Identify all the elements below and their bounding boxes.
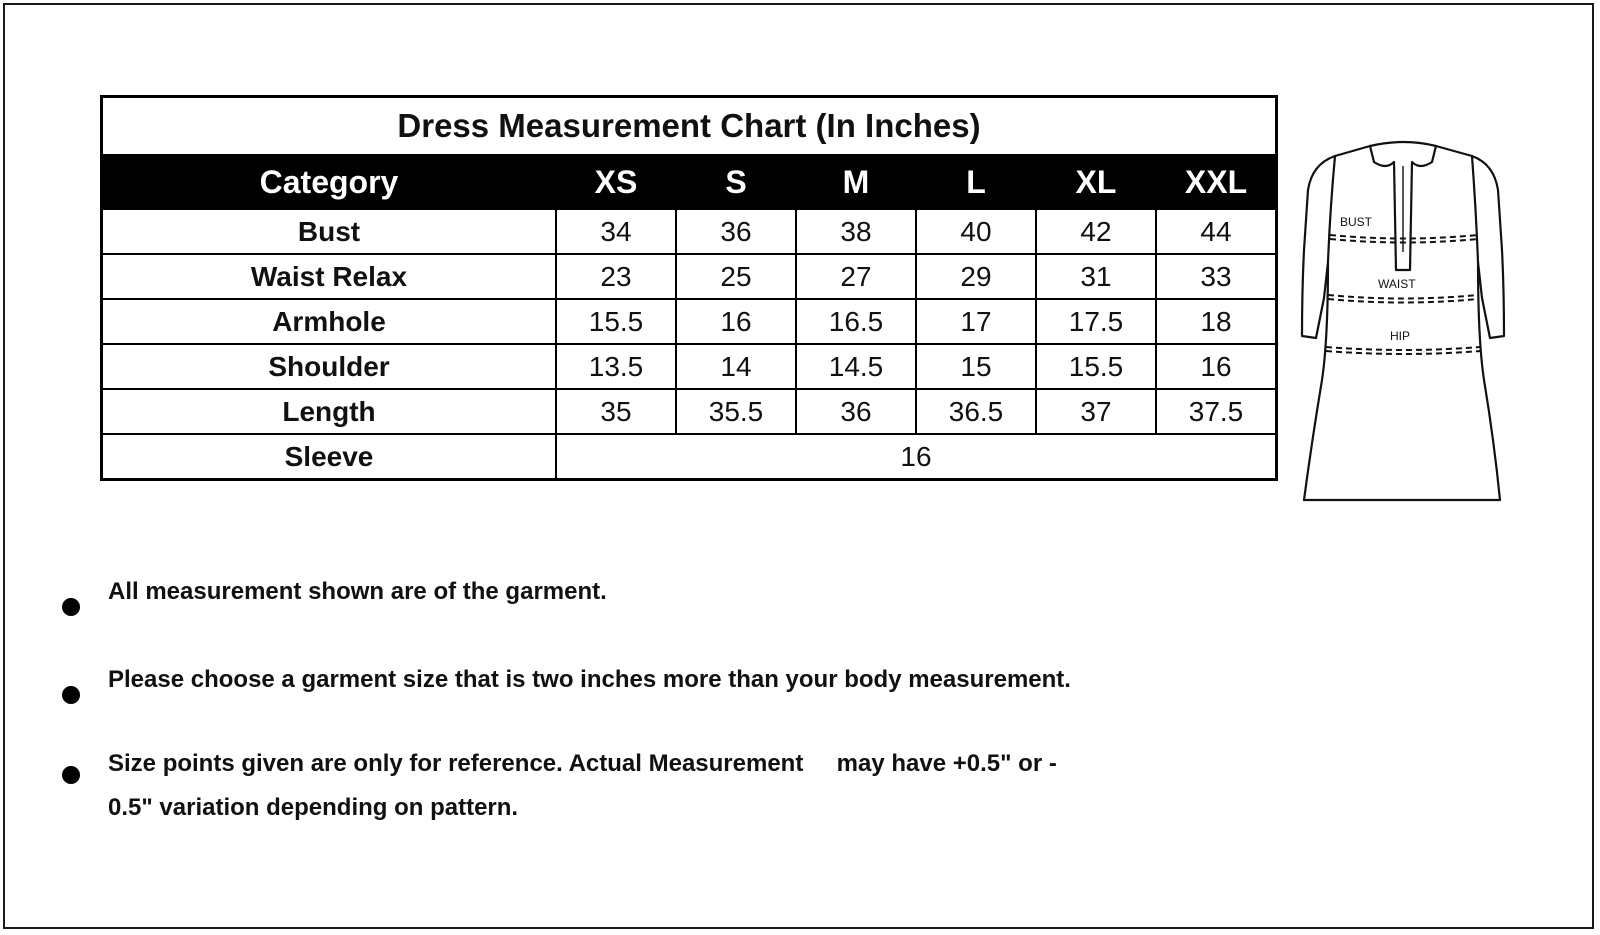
row-label: Armhole [102,299,557,344]
table-row-bust [102,209,1277,254]
note-item [60,658,1260,702]
cell-value: 40 [916,209,1036,254]
cell-value: 15.5 [1036,344,1156,389]
row-label: Sleeve [102,434,557,480]
note-text: All measurement shown are of the garment. [108,578,607,605]
cell-value: 14 [676,344,796,389]
header-row [102,155,1277,209]
table-row-armhole [102,299,1277,344]
bullet-icon [62,766,80,784]
measurement-table [100,95,1278,481]
hip-line [1326,347,1480,350]
cell-value: 18 [1156,299,1277,344]
header-size-xl: XL [1036,155,1156,209]
table-row-waist [102,254,1277,299]
note-item [60,742,1260,830]
cell-value: 13.5 [556,344,676,389]
cell-value: 35 [556,389,676,434]
table-title: Dress Measurement Chart (In Inches) [102,97,1277,156]
cell-value: 27 [796,254,916,299]
header-size-l: L [916,155,1036,209]
header-category: Category [102,155,557,209]
cell-value: 23 [556,254,676,299]
hip-label: HIP [1390,329,1411,343]
waist-label: WAIST [1378,277,1416,291]
cell-value: 29 [916,254,1036,299]
cell-value: 44 [1156,209,1277,254]
cell-value: 33 [1156,254,1277,299]
note-text: Please choose a garment size that is two inches more than your body measurement. [108,666,1071,693]
cell-value: 31 [1036,254,1156,299]
cell-value: 36 [796,389,916,434]
cell-value: 16 [1156,344,1277,389]
cell-value: 17 [916,299,1036,344]
bullet-icon [62,598,80,616]
sleeve-value: 16 [556,434,1277,480]
note-item [60,570,1260,614]
row-label: Waist Relax [102,254,557,299]
cell-value: 25 [676,254,796,299]
cell-value: 37.5 [1156,389,1277,434]
note-text-line: 0.5" variation depending on pattern. [108,794,519,821]
cell-value: 17.5 [1036,299,1156,344]
cell-value: 14.5 [796,344,916,389]
bust-label: BUST [1340,215,1373,229]
row-label: Shoulder [102,344,557,389]
cell-value: 15.5 [556,299,676,344]
row-label: Length [102,389,557,434]
cell-value: 16 [676,299,796,344]
header-size-m: M [796,155,916,209]
table-row-length [102,389,1277,434]
cell-value: 36 [676,209,796,254]
cell-value: 16.5 [796,299,916,344]
bullet-icon [62,686,80,704]
note-text-line: Size points given are only for reference. Actual Measurement may have +0.5" or - [108,750,1057,777]
waist-line [1328,295,1478,299]
header-size-xs: XS [556,155,676,209]
header-size-xxl: XXL [1156,155,1277,209]
cell-value: 36.5 [916,389,1036,434]
table-row-sleeve [102,434,1277,480]
dress-diagram [1300,140,1530,520]
bust-line [1330,235,1478,239]
table-row-shoulder [102,344,1277,389]
header-size-s: S [676,155,796,209]
cell-value: 38 [796,209,916,254]
notes-list [60,570,1260,874]
cell-value: 34 [556,209,676,254]
cell-value: 37 [1036,389,1156,434]
cell-value: 35.5 [676,389,796,434]
cell-value: 15 [916,344,1036,389]
row-label: Bust [102,209,557,254]
cell-value: 42 [1036,209,1156,254]
